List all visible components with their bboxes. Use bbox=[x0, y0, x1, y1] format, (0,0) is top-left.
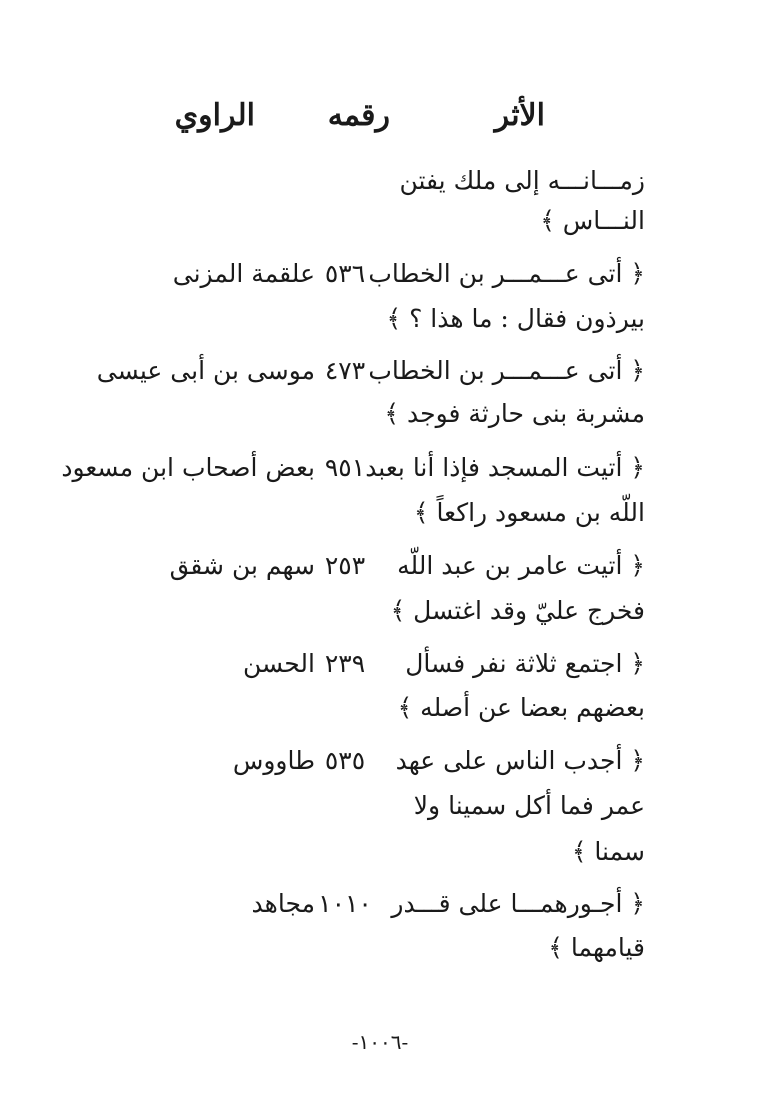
entry-line: ﴿ اجتمع ثلاثة نفر فسأل bbox=[405, 649, 645, 678]
entry-line: ﴿ أجدب الناس على عهد bbox=[395, 746, 645, 775]
entry-line: النـــاس ﴾ bbox=[540, 206, 645, 235]
entry-narrator: بعض أصحاب ابن مسعود bbox=[61, 453, 315, 482]
header-athar: الأثر bbox=[494, 98, 545, 133]
entry-number: ٢٥٣ bbox=[324, 551, 366, 580]
entry-line: بيرذون فقال : ما هذا ؟ ﴾ bbox=[386, 304, 645, 333]
entry-line: ﴿ أتى عـــمـــر بن الخطاب bbox=[368, 259, 645, 288]
entry-line: ﴿ أجـورهمـــا على قـــدر bbox=[391, 889, 645, 918]
page-number: -١٠٠٦- bbox=[351, 1030, 409, 1054]
entry-narrator: سهم بن شقق bbox=[169, 551, 315, 580]
entry-narrator: الحسن bbox=[242, 649, 315, 678]
header-rawi: الراوي bbox=[174, 98, 255, 133]
entry-narrator: مجاهد bbox=[251, 889, 315, 918]
entry-number: ٩٥١ bbox=[324, 453, 366, 482]
header-raqm: رقمه bbox=[327, 98, 390, 133]
entry-line: ﴿ أتيت المسجد فإذا أنا بعبد bbox=[365, 453, 645, 482]
entry-number: ١٠١٠ bbox=[318, 889, 372, 918]
entry-number: ٤٧٣ bbox=[324, 356, 366, 385]
entry-line: زمـــانـــه إلى ملك يفتن bbox=[399, 166, 645, 195]
entry-line: مشربة بنى حارثة فوجد ﴾ bbox=[384, 399, 645, 428]
entry-number: ٥٣٥ bbox=[324, 746, 366, 775]
entry-narrator: موسى بن أبى عيسى bbox=[96, 356, 315, 385]
entry-line: قيامهما ﴾ bbox=[548, 933, 645, 962]
entry-line: فخرج عليّ وقد اغتسل ﴾ bbox=[390, 596, 645, 625]
entry-line: اللّه بن مسعود راكعاً ﴾ bbox=[413, 498, 645, 527]
entry-line: ﴿ أتى عـــمـــر بن الخطاب bbox=[368, 356, 645, 385]
entry-line: بعضهم بعضا عن أصله ﴾ bbox=[397, 693, 645, 722]
entry-narrator: علقمة المزنى bbox=[172, 259, 315, 288]
entry-number: ٢٣٩ bbox=[324, 649, 366, 678]
entry-line: عمر فما أكل سمينا ولا bbox=[413, 791, 645, 820]
entry-narrator: طاووس bbox=[232, 746, 315, 775]
entry-number: ٥٣٦ bbox=[324, 259, 366, 288]
entry-line: ﴿ أتيت عامر بن عبد اللّه bbox=[397, 551, 645, 580]
entry-line: سمنا ﴾ bbox=[571, 837, 645, 866]
